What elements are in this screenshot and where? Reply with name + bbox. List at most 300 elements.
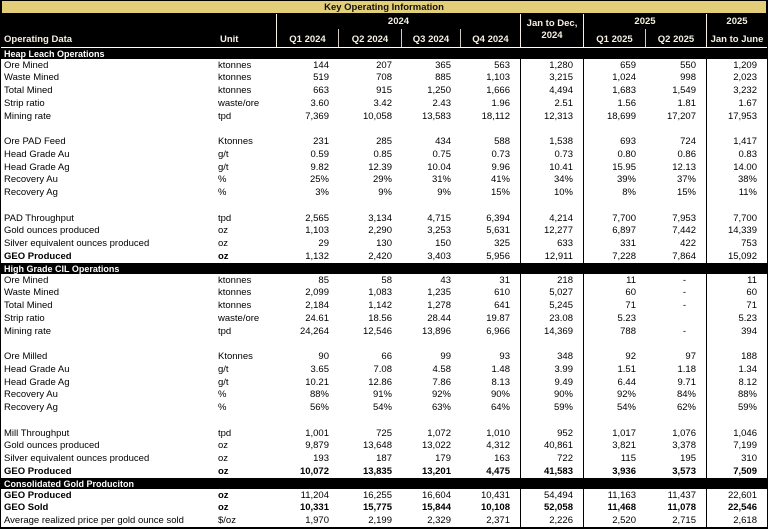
value-cell: 12.39: [368, 161, 392, 173]
value-cell: 3,821: [612, 440, 636, 452]
value-cell: 1,072: [427, 427, 451, 439]
table-row: [1, 250, 767, 263]
value-cell: 31%: [431, 174, 451, 186]
value-cell: 1,278: [427, 300, 451, 312]
value-cell: 2,184: [305, 300, 329, 312]
row-label: Mining rate: [4, 325, 51, 337]
value-cell: 365: [435, 59, 451, 71]
value-cell: 13,835: [362, 465, 392, 477]
unit-cell: %: [218, 174, 227, 186]
value-cell: 10,058: [362, 110, 392, 122]
row-label: Recovery Au: [4, 174, 58, 186]
row-label: Mill Throughput: [4, 427, 70, 439]
unit-cell: tpd: [218, 325, 232, 337]
value-cell: 4,312: [461, 440, 521, 453]
table-row: [1, 136, 767, 149]
value-cell: [521, 123, 584, 136]
value-cell: 90%: [461, 389, 521, 402]
value-cell: 6,394: [461, 212, 521, 225]
value-cell: 7.08: [373, 363, 392, 375]
value-cell: 10%: [521, 187, 584, 200]
value-cell: 11: [626, 274, 636, 286]
value-cell: [339, 123, 402, 136]
table-row: [1, 363, 767, 376]
q1-2024-header: Q1 2024: [277, 29, 339, 47]
table-row: [1, 453, 767, 466]
value-cell: 12.13: [646, 161, 707, 174]
value-cell: 633: [521, 238, 584, 251]
value-cell: 6,966: [461, 325, 521, 338]
row-label: Total Mined: [4, 300, 53, 312]
value-cell: 7,700: [733, 212, 757, 224]
unit-cell: Ktonnes: [218, 136, 253, 148]
value-cell: 4,494: [521, 85, 584, 98]
value-cell: 37%: [646, 174, 707, 187]
value-cell: [461, 123, 521, 136]
row-label: GEO Sold: [4, 502, 49, 514]
table-row: [1, 97, 767, 110]
value-cell: 1.56: [617, 97, 636, 109]
value-cell: 2,290: [368, 225, 392, 237]
value-cell: 0.59: [310, 148, 329, 160]
value-cell: 4.58: [432, 363, 451, 375]
row-label: Recovery Ag: [4, 402, 58, 414]
table-row: [1, 440, 767, 453]
table-row: [1, 402, 767, 415]
value-cell: 1,280: [521, 59, 584, 72]
value-cell: 115: [620, 453, 636, 465]
row-label: GEO Produced: [4, 465, 72, 477]
value-cell: 193: [313, 453, 329, 465]
row-label: Mining rate: [4, 110, 51, 122]
value-cell: 13,583: [421, 110, 451, 122]
value-cell: 2,715: [646, 515, 707, 528]
table-row: [1, 465, 767, 478]
value-cell: 1.48: [461, 363, 521, 376]
table-row: [1, 161, 767, 174]
unit-cell: ktonnes: [218, 300, 252, 312]
value-cell: 13,648: [362, 440, 392, 452]
value-cell: 2,565: [305, 212, 329, 224]
row-label: Head Grade Ag: [4, 161, 70, 173]
value-cell: 641: [461, 300, 521, 313]
value-cell: 179: [435, 453, 451, 465]
value-cell: 54%: [616, 402, 636, 414]
value-cell: 18.56: [368, 312, 392, 324]
value-cell: 59%: [737, 402, 757, 414]
unit-cell: oz: [218, 440, 229, 452]
unit-cell: g/t: [218, 161, 229, 173]
value-cell: 144: [313, 59, 329, 71]
value-cell: 0.75: [432, 148, 451, 160]
value-cell: 1,076: [646, 427, 707, 440]
value-cell: 90%: [521, 389, 584, 402]
value-cell: 12,911: [521, 250, 584, 263]
value-cell: 3.99: [521, 363, 584, 376]
value-cell: 1,142: [368, 300, 392, 312]
unit-cell: ktonnes: [218, 59, 252, 71]
value-cell: 2,520: [612, 515, 636, 527]
unit-cell: [212, 199, 277, 212]
value-cell: 10.04: [427, 161, 451, 173]
value-cell: 3,134: [368, 212, 392, 224]
value-cell: [277, 199, 339, 212]
value-cell: 150: [435, 238, 451, 250]
value-cell: 1,017: [612, 427, 636, 439]
value-cell: [339, 199, 402, 212]
value-cell: 60: [625, 287, 636, 299]
table-row: [1, 59, 767, 72]
year-2024-group-header: 2024: [277, 14, 521, 29]
value-cell: 10,108: [461, 502, 521, 515]
value-cell: 1,666: [461, 85, 521, 98]
value-cell: 3,936: [612, 465, 636, 477]
spacer-row: [1, 123, 767, 136]
value-cell: [277, 338, 339, 351]
table-row: [1, 376, 767, 389]
value-cell: 22,546: [727, 502, 757, 514]
unit-cell: waste/ore: [218, 97, 260, 109]
unit-cell: $/oz: [218, 515, 236, 527]
value-cell: 10,431: [461, 489, 521, 502]
unit-cell: oz: [218, 489, 229, 501]
year-2025-jtj-group-header: 2025: [726, 16, 748, 27]
value-cell: 4,715: [427, 212, 451, 224]
row-label: Silver equivalent ounces produced: [4, 453, 150, 465]
row-label: Strip ratio: [4, 97, 45, 109]
value-cell: 58: [381, 274, 392, 286]
unit-cell: waste/ore: [218, 312, 260, 324]
value-cell: 1,549: [646, 85, 707, 98]
value-cell: 218: [521, 274, 584, 287]
row-label: [1, 338, 212, 351]
value-cell: 434: [435, 136, 451, 148]
value-cell: 25%: [309, 174, 329, 186]
value-cell: 2,371: [461, 515, 521, 528]
value-cell: 6.44: [617, 376, 636, 388]
value-cell: 64%: [461, 402, 521, 415]
value-cell: 1,209: [733, 59, 757, 71]
row-label: Head Grade Au: [4, 148, 70, 160]
value-cell: 88%: [737, 389, 757, 401]
value-cell: [277, 414, 339, 427]
value-cell: 19.87: [461, 312, 521, 325]
value-cell: 7,700: [612, 212, 636, 224]
value-cell: 8.13: [461, 376, 521, 389]
value-cell: 0.73: [521, 148, 584, 161]
table-row: [1, 274, 767, 287]
value-cell: 2,199: [368, 515, 392, 527]
table-row: [1, 351, 767, 364]
value-cell: 24,264: [299, 325, 329, 337]
value-cell: 11,163: [607, 489, 636, 501]
value-cell: 5,631: [461, 225, 521, 238]
value-cell: 1,010: [461, 427, 521, 440]
unit-cell: ktonnes: [218, 72, 252, 84]
value-cell: 18,699: [606, 110, 636, 122]
value-cell: 2,329: [427, 515, 451, 527]
value-cell: 60: [746, 287, 757, 299]
value-cell: 0.80: [617, 148, 636, 160]
value-cell: 91%: [372, 389, 392, 401]
row-label: Gold ounces produced: [4, 225, 100, 237]
value-cell: -: [646, 325, 707, 338]
value-cell: 39%: [616, 174, 636, 186]
value-cell: [646, 414, 707, 427]
table-row: [1, 148, 767, 161]
value-cell: 62%: [646, 402, 707, 415]
value-cell: 788: [620, 325, 636, 337]
value-cell: 34%: [521, 174, 584, 187]
value-cell: 331: [620, 238, 636, 250]
value-cell: 2,618: [733, 515, 757, 527]
table-row: [1, 110, 767, 123]
value-cell: 394: [741, 325, 757, 337]
value-cell: 63%: [431, 402, 451, 414]
jan-to-dec-line2: 2024: [541, 29, 563, 41]
q4-2024-header: Q4 2024: [461, 29, 521, 47]
value-cell: 8%: [622, 187, 636, 199]
value-cell: 15%: [461, 187, 521, 200]
unit-cell: tpd: [218, 212, 232, 224]
value-cell: 15.95: [612, 161, 636, 173]
value-cell: 12,277: [521, 225, 584, 238]
q2-2024-header: Q2 2024: [339, 29, 402, 47]
value-cell: 952: [521, 427, 584, 440]
value-cell: [277, 123, 339, 136]
table-row: [1, 72, 767, 85]
value-cell: 2,023: [733, 72, 757, 84]
value-cell: 7,953: [646, 212, 707, 225]
value-cell: 1.67: [738, 97, 757, 109]
value-cell: 23.08: [521, 312, 584, 325]
value-cell: -: [646, 300, 707, 313]
row-label: Ore Mined: [4, 59, 49, 71]
column-header: [1, 14, 767, 48]
jan-to-dec-2024-header: [521, 14, 584, 47]
value-cell: 9.96: [461, 161, 521, 174]
value-cell: 207: [376, 59, 392, 71]
value-cell: 3,573: [646, 465, 707, 478]
section-header-high-grade-cil-operations: High Grade CIL Operations: [1, 263, 767, 274]
value-cell: [339, 338, 402, 351]
value-cell: 29: [318, 238, 329, 250]
value-cell: 90: [318, 351, 329, 363]
value-cell: 3.60: [310, 97, 329, 109]
table-row: [1, 85, 767, 98]
unit-cell: [212, 123, 277, 136]
value-cell: 659: [620, 59, 636, 71]
table-row: [1, 515, 767, 528]
table-row: [1, 325, 767, 338]
value-cell: 0.85: [373, 148, 392, 160]
value-cell: [402, 414, 461, 427]
row-label: GEO Produced: [4, 250, 72, 262]
value-cell: 24.61: [305, 312, 329, 324]
row-label: Total Mined: [4, 85, 53, 97]
value-cell: [521, 414, 584, 427]
row-label: [1, 199, 212, 212]
table-row: [1, 212, 767, 225]
value-cell: 85: [318, 274, 329, 286]
row-label: Gold ounces produced: [4, 440, 100, 452]
value-cell: 11,078: [646, 502, 707, 515]
value-cell: 1,103: [305, 225, 329, 237]
value-cell: 9%: [437, 187, 451, 199]
value-cell: 15,844: [421, 502, 451, 514]
table-row: [1, 174, 767, 187]
value-cell: 17,953: [727, 110, 757, 122]
value-cell: 1,970: [305, 515, 329, 527]
value-cell: 885: [435, 72, 451, 84]
row-label: Waste Mined: [4, 72, 60, 84]
row-label: Strip ratio: [4, 312, 45, 324]
value-cell: 610: [461, 287, 521, 300]
row-label: [1, 123, 212, 136]
value-cell: 1,683: [612, 85, 636, 97]
value-cell: 12,546: [362, 325, 392, 337]
value-cell: 31: [461, 274, 521, 287]
unit-cell: tpd: [218, 427, 232, 439]
value-cell: 1,250: [427, 85, 451, 97]
value-cell: 348: [521, 351, 584, 364]
value-cell: 9.71: [646, 376, 707, 389]
value-cell: 1.81: [646, 97, 707, 110]
value-cell: 188: [741, 351, 757, 363]
row-label: Waste Mined: [4, 287, 60, 299]
value-cell: 3,378: [646, 440, 707, 453]
value-cell: 9.49: [521, 376, 584, 389]
value-cell: [707, 199, 767, 212]
value-cell: 1,046: [733, 427, 757, 439]
value-cell: 16,604: [421, 489, 451, 501]
value-cell: 725: [376, 427, 392, 439]
table-row: [1, 300, 767, 313]
unit-cell: g/t: [218, 363, 229, 375]
value-cell: 84%: [646, 389, 707, 402]
value-cell: 195: [646, 453, 707, 466]
value-cell: 310: [741, 453, 757, 465]
table-row: [1, 489, 767, 502]
value-cell: 28.44: [427, 312, 451, 324]
value-cell: 5,956: [461, 250, 521, 263]
value-cell: 13,896: [421, 325, 451, 337]
value-cell: 8.12: [738, 376, 757, 388]
value-cell: 187: [376, 453, 392, 465]
table-title: Key Operating Information: [1, 0, 767, 14]
value-cell: [584, 338, 646, 351]
value-cell: 563: [461, 59, 521, 72]
value-cell: [461, 199, 521, 212]
unit-cell: [212, 338, 277, 351]
value-cell: 753: [741, 238, 757, 250]
value-cell: 92%: [431, 389, 451, 401]
value-cell: 22,601: [727, 489, 757, 501]
value-cell: 12.86: [368, 376, 392, 388]
value-cell: 5.23: [617, 312, 636, 324]
unit-cell: tpd: [218, 110, 232, 122]
value-cell: 1,103: [461, 72, 521, 85]
unit-cell: ktonnes: [218, 85, 252, 97]
value-cell: [646, 338, 707, 351]
value-cell: [707, 338, 767, 351]
value-cell: 422: [646, 238, 707, 251]
q1-2025-header: Q1 2025: [584, 29, 646, 47]
row-label: Head Grade Au: [4, 363, 70, 375]
value-cell: 0.83: [738, 148, 757, 160]
value-cell: [402, 199, 461, 212]
value-cell: 92: [625, 351, 636, 363]
value-cell: 14.00: [733, 161, 757, 173]
value-cell: 1,024: [612, 72, 636, 84]
value-cell: 3,232: [733, 85, 757, 97]
unit-cell: [212, 414, 277, 427]
value-cell: 5,027: [521, 287, 584, 300]
value-cell: [707, 123, 767, 136]
value-cell: 41,583: [521, 465, 584, 478]
unit-cell: %: [218, 402, 227, 414]
value-cell: 0.86: [646, 148, 707, 161]
value-cell: 15%: [646, 187, 707, 200]
value-cell: 550: [646, 59, 707, 72]
row-label: Ore Mined: [4, 274, 49, 286]
value-cell: 41%: [461, 174, 521, 187]
value-cell: 5,245: [521, 300, 584, 313]
value-cell: [461, 414, 521, 427]
unit-cell: g/t: [218, 148, 229, 160]
value-cell: 0.73: [461, 148, 521, 161]
value-cell: 7,199: [733, 440, 757, 452]
row-label: Ore PAD Feed: [4, 136, 66, 148]
spacer-row: [1, 414, 767, 427]
value-cell: [646, 123, 707, 136]
value-cell: 11,204: [300, 489, 329, 501]
row-label: Recovery Ag: [4, 187, 58, 199]
value-cell: -: [646, 287, 707, 300]
section-header-consolidated-gold-produciton: Consolidated Gold Produciton: [1, 478, 767, 489]
value-cell: 693: [620, 136, 636, 148]
unit-cell: ktonnes: [218, 287, 252, 299]
value-cell: 54,494: [521, 489, 584, 502]
value-cell: 1,235: [427, 287, 451, 299]
value-cell: 3,253: [427, 225, 451, 237]
value-cell: [461, 338, 521, 351]
row-label: [1, 414, 212, 427]
section-header-heap-leach-operations: Heap Leach Operations: [1, 48, 767, 59]
value-cell: [646, 199, 707, 212]
value-cell: 10,072: [299, 465, 329, 477]
value-cell: [584, 414, 646, 427]
value-cell: 3.65: [310, 363, 329, 375]
value-cell: 56%: [309, 402, 329, 414]
value-cell: 9.82: [310, 161, 329, 173]
table-body: [1, 48, 767, 527]
unit-cell: %: [218, 389, 227, 401]
row-label: PAD Throughput: [4, 212, 74, 224]
row-label: Recovery Au: [4, 389, 58, 401]
value-cell: 10,331: [299, 502, 329, 514]
table-row: [1, 427, 767, 440]
value-cell: 1.18: [646, 363, 707, 376]
unit-cell: ktonnes: [218, 274, 252, 286]
q2-2025-header: Q2 2025: [646, 29, 707, 47]
value-cell: 38%: [737, 174, 757, 186]
value-cell: [646, 312, 707, 325]
value-cell: 7,369: [305, 110, 329, 122]
value-cell: 14,369: [521, 325, 584, 338]
value-cell: [707, 414, 767, 427]
value-cell: 29%: [372, 174, 392, 186]
